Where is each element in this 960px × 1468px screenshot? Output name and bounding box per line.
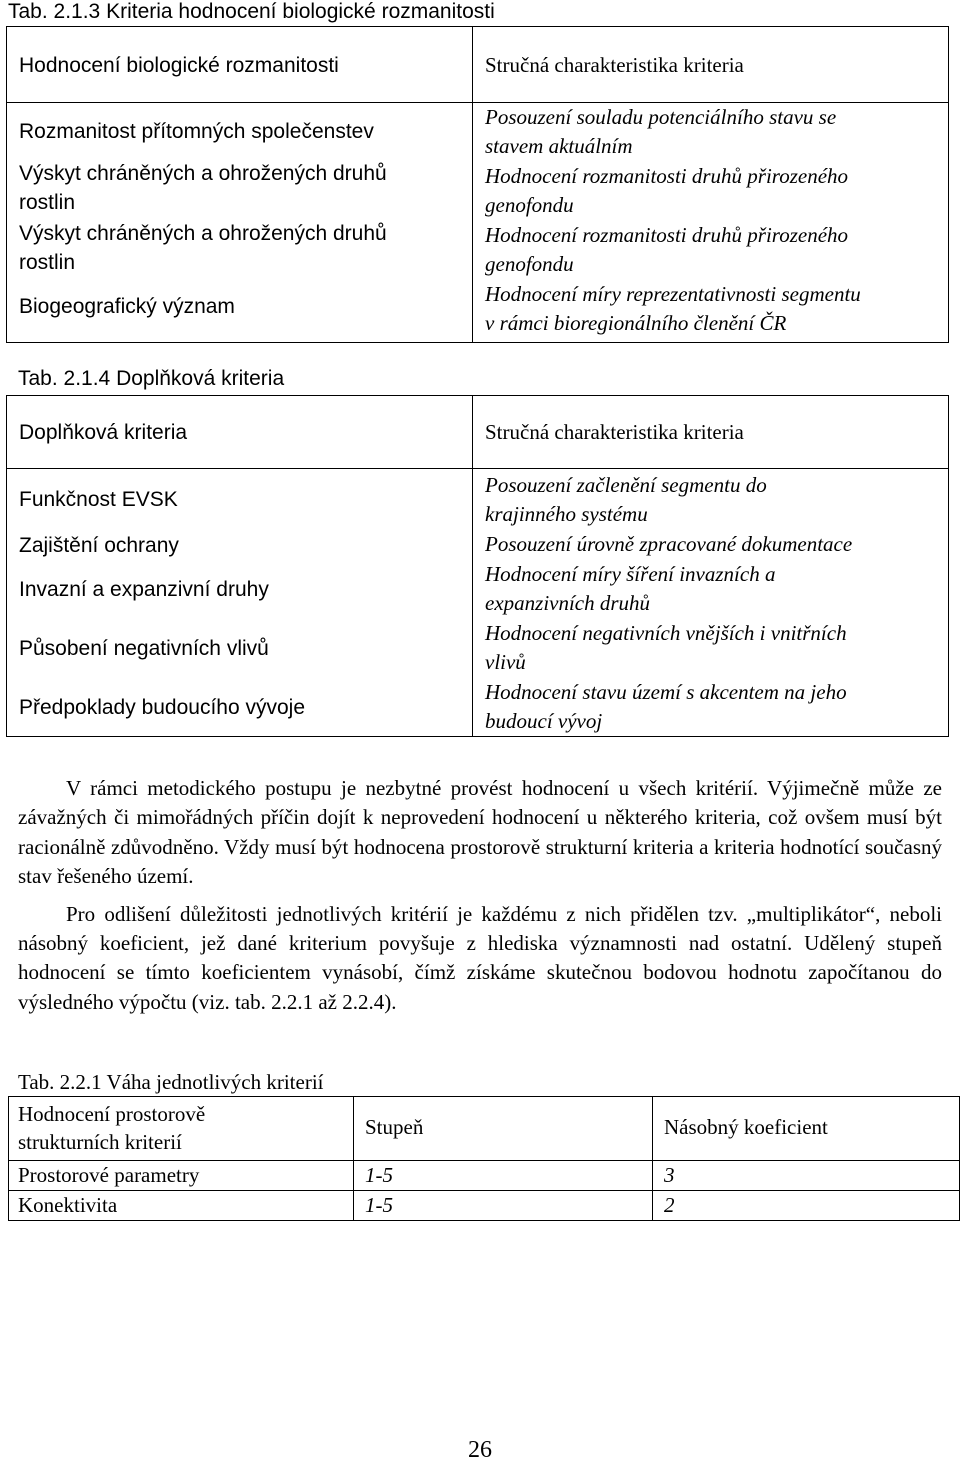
table3-header-criterion — [9, 1097, 354, 1161]
table-row — [9, 1191, 960, 1221]
criterion-line: Výskyt chráněných a ohrožených druhů — [19, 222, 387, 245]
paragraph-1: V rámci metodického postupu je nezbytné provést hodnocení u všech kritérií. Výjimečně může ze závažných či mimořádných příčin dojít k neprovedení hodnocení u některého kriteria, což ovšem musí být racionálně zdůvodněno. Vždy musí být hodnocena prostorově strukturní kriteria a kriteria hodnotící současný stav řešeného území. — [18, 776, 942, 889]
criterion-line: Rozmanitost přítomných společenstev — [19, 120, 374, 143]
table-cell — [354, 1191, 653, 1221]
table3-header-coefficient — [653, 1097, 960, 1161]
description-line: Posouzení úrovně zpracované dokumentace — [485, 532, 853, 556]
table1-header-right: Stručná charakteristika kriteria — [485, 53, 744, 77]
cell-text: Konektivita — [18, 1193, 118, 1217]
criterion-line: rostlin — [19, 251, 76, 274]
table2-header-left-cell — [7, 396, 473, 469]
description-line: krajinného systému — [485, 502, 648, 526]
cell-text: 1-5 — [365, 1163, 393, 1187]
description-line: stavem aktuálním — [485, 134, 633, 158]
table3-header-koeficient: Násobný koeficient — [664, 1115, 828, 1139]
table1-header-right-cell — [473, 27, 949, 103]
table3-header-stupen: Stupeň — [365, 1115, 424, 1139]
criterion-line: Předpoklady budoucího vývoje — [19, 696, 306, 719]
table1-header-left: Hodnocení biologické rozmanitosti — [19, 54, 339, 77]
description-line: Hodnocení míry šíření invazních a — [485, 562, 776, 586]
cell-text: 2 — [664, 1193, 675, 1217]
description-line: Posouzení souladu potenciálního stavu se — [485, 105, 837, 129]
cell-text: 3 — [664, 1163, 675, 1187]
description-line: Posouzení začlenění segmentu do — [485, 473, 767, 497]
table-cell — [653, 1191, 960, 1221]
cell-text: Prostorové parametry — [18, 1163, 200, 1187]
criterion-line: Funkčnost EVSK — [19, 488, 178, 511]
description-line: expanzivních druhů — [485, 591, 651, 615]
description-line: budoucí vývoj — [485, 709, 603, 733]
criterion-line: Invazní a expanzivní druhy — [19, 578, 269, 601]
table2-right-body — [473, 469, 949, 737]
table1-header-left-cell — [7, 27, 473, 103]
table-cell — [653, 1161, 960, 1191]
criterion-line: Výskyt chráněných a ohrožených druhů — [19, 162, 387, 185]
cell-text: 1-5 — [365, 1193, 393, 1217]
criterion-line: rostlin — [19, 191, 76, 214]
table2-header-right: Stručná charakteristika kriteria — [485, 420, 744, 444]
page-number: 26 — [468, 1437, 492, 1463]
description-line: Hodnocení rozmanitosti druhů přirozeného — [485, 223, 849, 247]
table-cell — [9, 1191, 354, 1221]
table2-header-left: Doplňková kriteria — [19, 421, 188, 444]
table-biodiversity-criteria — [6, 26, 949, 343]
table3-header-line: strukturních kriterií — [18, 1130, 182, 1154]
description-line: Hodnocení stavu území s akcentem na jeho — [485, 680, 847, 704]
table-cell — [354, 1161, 653, 1191]
table2-left-body — [7, 469, 473, 737]
description-line: v rámci bioregionálního členění ČR — [485, 311, 787, 335]
table3-header-line: Hodnocení prostorově — [18, 1102, 206, 1126]
description-line: genofondu — [485, 252, 574, 276]
table1-left-body — [7, 103, 473, 343]
paragraph-2: Pro odlišení důležitosti jednotlivých kritérií je každému z nich přidělen tzv. „multiplikátor“, neboli násobný koeficient, jež dané kriterium povyšuje z hlediska významnosti nad ostatní. Udělený stupeň hodnocení se tímto koeficientem vynásobí, čímž získáme skutečnou bodovou hodnotu započítanou do výsledného výpočtu (viz. tab. 2.2.1 až 2.2.4). — [18, 901, 942, 1014]
table3-header-grade — [354, 1097, 653, 1161]
body-text — [18, 774, 942, 1017]
description-line: Hodnocení rozmanitosti druhů přirozeného — [485, 164, 849, 188]
description-line: Hodnocení negativních vnějších i vnitřních — [485, 621, 847, 645]
description-line: Hodnocení míry reprezentativnosti segmentu — [485, 282, 861, 306]
table-row — [9, 1161, 960, 1191]
table2-caption: Tab. 2.1.4 Doplňková kriteria — [18, 367, 285, 390]
table-supplementary-criteria — [6, 395, 949, 737]
table1-right-body — [473, 103, 949, 343]
table-criteria-weights — [8, 1096, 960, 1221]
table1-caption: Tab. 2.1.3 Kriteria hodnocení biologické rozmanitosti — [8, 0, 495, 23]
criterion-line: Biogeografický význam — [19, 295, 235, 318]
description-line: vlivů — [485, 650, 526, 674]
table3-caption: Tab. 2.2.1 Váha jednotlivých kriterií — [18, 1070, 324, 1094]
table2-header-right-cell — [473, 396, 949, 469]
table-cell — [9, 1161, 354, 1191]
criterion-line: Zajištění ochrany — [19, 534, 179, 557]
criterion-line: Působení negativních vlivů — [19, 637, 269, 660]
description-line: genofondu — [485, 193, 574, 217]
